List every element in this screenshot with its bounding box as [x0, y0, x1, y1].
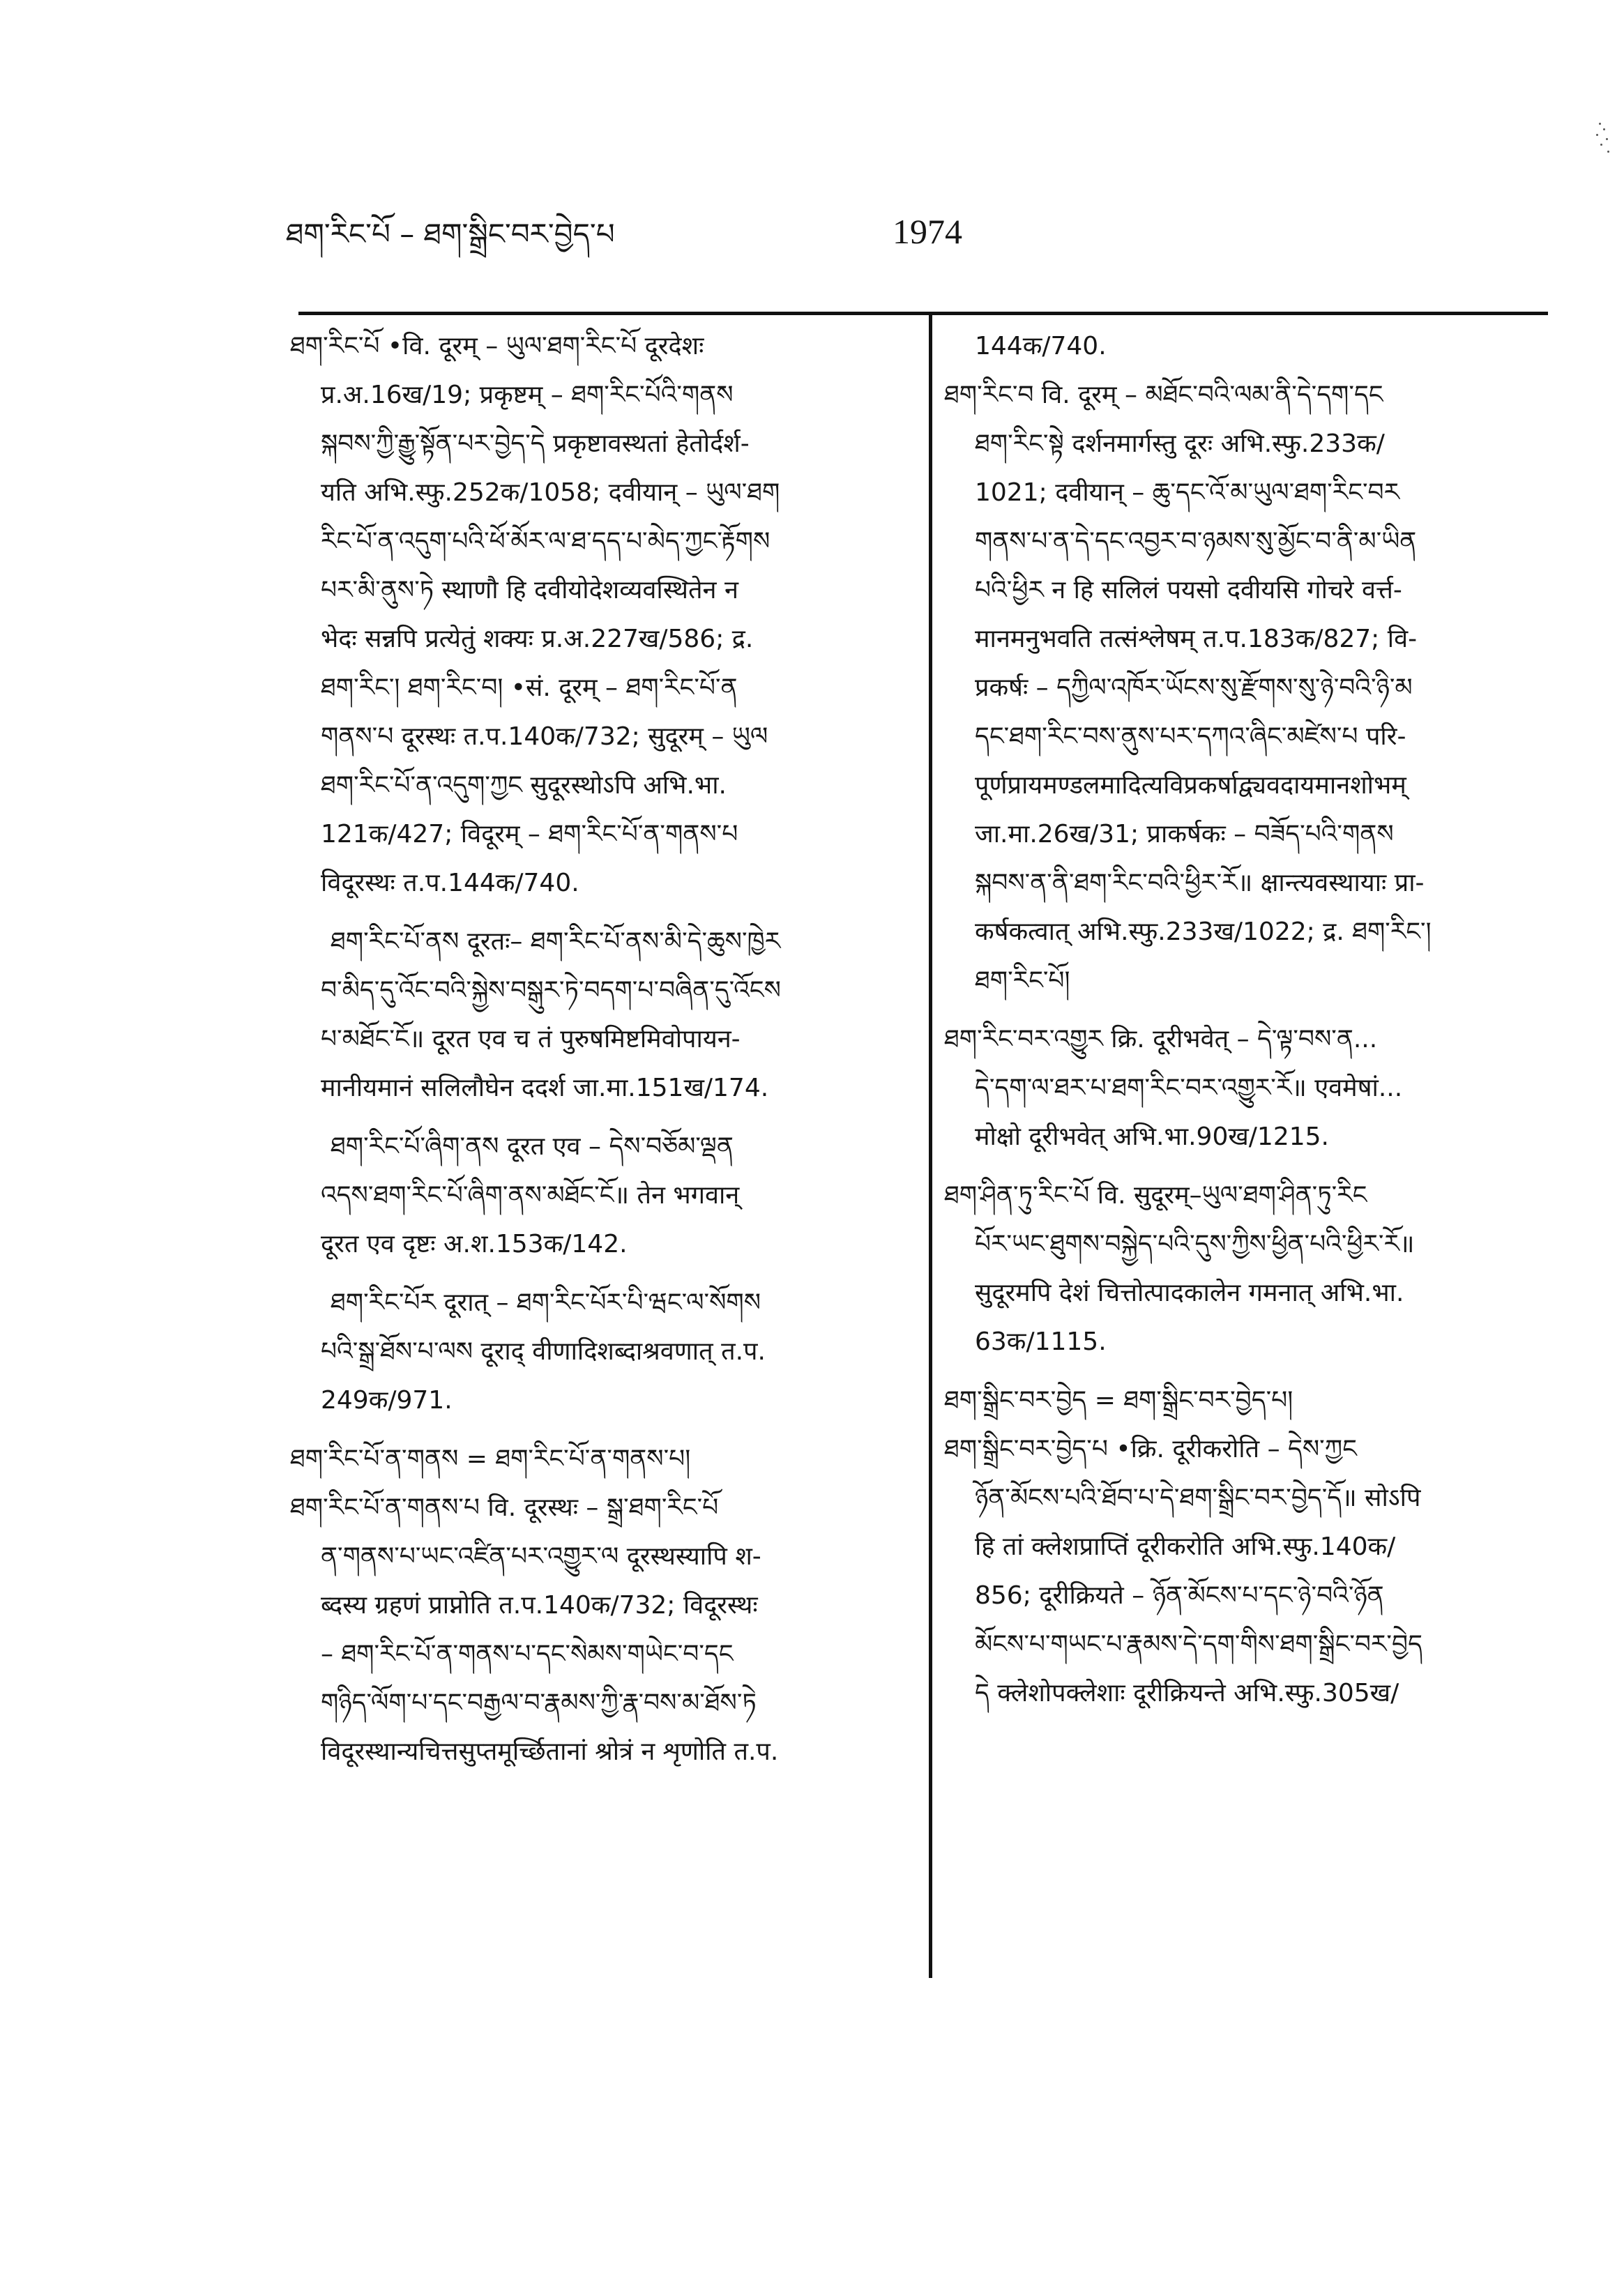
text-line: པོར་ཡང་ཐུགས་བསྐྱེད་པའི་དུས་ཀྱིས་ཕྱིན་པའི་ཕྱིར་རོ॥ — [975, 1230, 1415, 1258]
text-line: ཐག་རིང་པོ་ཞིག་ནས दूरत एव – དེས་བཅོམ་ལྡན — [331, 1132, 734, 1161]
left-column — [290, 322, 904, 1776]
right-column — [944, 322, 1555, 1718]
text-line: རིང་པོ་ན་འདུག་པའི་ཕོ་མོར་ལ་ཐ་དད་པ་མེད་ཀྱང་རྟོགས — [321, 527, 771, 556]
text-line: པའི་སྒྲ་ཐོས་པ་ལས दूराद् वीणादिशब्दाश्रवणात् त.प. — [321, 1337, 766, 1366]
text-line: ཐག་རིང་པོ་ནས दूरतः– ཐག་རིང་པོ་ནས་མི་དེ་ཆུས་ཁྱེར — [331, 927, 781, 956]
scan-specks — [1592, 120, 1613, 162]
text-line: གནས་པ་ན་དེ་དང་འབྱར་བ་ཉམས་སུ་མྱོང་བ་ནི་མ་ཡིན — [975, 527, 1417, 556]
text-line: – ཐག་རིང་པོ་ན་གནས་པ་དང་སེམས་གཡེང་བ་དང — [321, 1640, 734, 1668]
header-rule — [298, 312, 1548, 315]
text-line: ཐག་རིང་སྟེ दर्शनमार्गस्तु दूरः अभि.स्फु.233क/ — [975, 429, 1385, 458]
column-divider — [929, 312, 932, 1978]
text-line: विदूरस्थान्यचित्तसुप्तमूर्च्छितानां श्रोत्रं न शृणोति त.प. — [321, 1737, 779, 1766]
text-line: यति अभि.स्फु.252क/1058; दवीयान् – ཡུལ་ཐག — [321, 478, 780, 507]
text-line: མོངས་པ་གཡང་པ་རྣམས་དེ་དག་གིས་ཐག་སྒྲིང་བར་བྱེད — [975, 1630, 1422, 1659]
text-line: འདས་ཐག་རིང་པོ་ཞིག་ནས་མཐོང་ངོ॥ तेन भगवान् — [321, 1181, 740, 1210]
text-line: भेदः सन्नपि प्रत्येतुं शक्यः प्र.अ.227ख/586; द्र. — [321, 625, 754, 653]
text-line: ཐག་རིང་བར་འགྱུར क्रि. दूरीभवेत् – དེ་ལྟ་བས་ན... — [944, 1025, 1378, 1053]
text-line: ཐག་སྒྲིང་བར་བྱེད་པ •क्रि. दूरीकरोति – དེས་ཀྱང — [944, 1435, 1357, 1463]
text-line: ན་གནས་པ་ཡང་འཛིན་པར་འགྱུར་ལ दूरस्थस्यापि श- — [321, 1542, 761, 1571]
text-line: ཐག་རིང་བ वि. दूरम् – མཐོང་བའི་ལམ་ནི་དེ་དག་དང — [944, 381, 1383, 409]
text-line: 121क/427; विदूरम् – ཐག་རིང་པོ་ན་གནས་པ — [321, 820, 738, 849]
text-line: ཉོན་མོངས་པའི་ཐོབ་པ་དེ་ཐག་སྒྲིང་བར་བྱེད་དོ॥ सोऽपि — [975, 1484, 1421, 1512]
text-line: ཐག་རིང་པོ •वि. दूरम् – ཡུལ་ཐག་རིང་པོ दूरदेशः — [290, 332, 704, 360]
text-line: ཐག་རིང་པོ། — [975, 966, 1070, 995]
text-line: ब्दस्य ग्रहणं प्राप्नोति त.प.140क/732; विदूरस्थः — [321, 1591, 758, 1620]
text-line: གཉིད་ལོག་པ་དང་བརྒྱལ་བ་རྣམས་ཀྱི་རྣ་བས་མ་ཐོས་ཏེ — [321, 1689, 757, 1717]
text-line: བ་མིད་དུ་འོང་བའི་སྐྱེས་བསྒུར་ཏེ་བདག་པ་བཞིན་དུ་འོངས — [321, 976, 781, 1005]
text-line: मानीयमानं सलिलौघेन ददर्श जा.मा.151ख/174. — [321, 1074, 769, 1102]
text-line: ཐག་རིང་པོ་ན་གནས = ཐག་རིང་པོ་ན་གནས་པ། — [290, 1445, 691, 1473]
text-line: प्रकर्षः – དཀྱིལ་འཁོར་ཡོངས་སུ་རྫོགས་སུ་ཉེ་བའི་ཉི་མ — [975, 674, 1413, 702]
text-line: སྐབས་ན་ནི་ཐག་རིང་བའི་ཕྱིར་རོ॥ क्षान्त्यवस्थायाः प्रा- — [975, 869, 1425, 897]
text-line: 1021; दवीयान् – ཆུ་དང་འོ་མ་ཡུལ་ཐག་རིང་བར — [975, 478, 1400, 507]
text-line: ཐག་རིང་། ཐག་རིང་བ། •सं. दूरम् – ཐག་རིང་པོ་ན — [321, 674, 738, 702]
text-line: དེ क्लेशोपक्लेशाः दूरीक्रियन्ते अभि.स्फु.305ख/ — [975, 1679, 1399, 1707]
text-line: ཐག་ཤིན་ཏུ་རིང་པོ वि. सुदूरम्–ཡུལ་ཐག་ཤིན་ཏུ་རིང — [944, 1181, 1367, 1210]
text-line: པ་མཐོང་ངོ॥ दूरत एव च तं पुरुषमिष्टमिवोपायन- — [321, 1025, 741, 1053]
text-line: 63क/1115. — [975, 1327, 1107, 1356]
text-line: प्र.अ.16ख/19; प्रकृष्टम् – ཐག་རིང་པོའི་གནས — [321, 381, 734, 409]
text-line: ཐག་རིང་པོ་ན་གནས་པ वि. दूरस्थः – སྒྲ་ཐག་རིང་པོ — [290, 1493, 719, 1522]
text-line: དེ་དག་ལ་ཐར་པ་ཐག་རིང་བར་འགྱུར་རོ॥ एवमेषां... — [975, 1074, 1403, 1102]
text-line: विदूरस्थः त.प.144क/740. — [321, 869, 579, 897]
text-line: सुदूरमपि देशं चित्तोत्पादकालेन गमनात् अभि.भा. — [975, 1279, 1404, 1307]
text-line: ཐག་རིང་པོར दूरात् – ཐག་རིང་པོར་པི་ཝང་ལ་སོགས — [331, 1288, 761, 1317]
text-line: པའི་ཕྱིར न हि सलिलं पयसो दवीयसि गोचरे वर्त्त- — [975, 576, 1402, 604]
text-line: मोक्षो दूरीभवेत् अभि.भा.90ख/1215. — [975, 1123, 1329, 1151]
text-line: ཐག་རིང་པོ་ན་འདུག་ཀྱང सुदूरस्थोऽपि अभि.भा. — [321, 771, 727, 800]
text-line: पूर्णप्रायमण्डलमादित्यविप्रकर्षाद्व्यवदायमानशोभम् — [975, 771, 1406, 800]
text-line: 249क/971. — [321, 1386, 453, 1415]
text-line: दूरत एव दृष्टः अ.श.153क/142. — [321, 1230, 628, 1258]
text-line: དང་ཐག་རིང་བས་ནུས་པར་དཀའ་ཞིང་མཛེས་པ परि- — [975, 722, 1406, 751]
text-line: 856; दूरीक्रियते – ཉོན་མོངས་པ་དང་ཉེ་བའི་ཉོན — [975, 1581, 1384, 1610]
running-title: ཐག་རིང་པོ – ཐག་སྒྲིང་བར་བྱེད་པ — [286, 217, 615, 251]
text-line: 144क/740. — [975, 332, 1107, 360]
text-line: हि तां क्लेशप्राप्तिं दूरीकरोति अभि.स्फु.140क/ — [975, 1532, 1396, 1561]
text-line: གནས་པ दूरस्थः त.प.140क/732; सुदूरम् – ཡུལ — [321, 722, 768, 751]
text-line: जा.मा.26ख/31; प्राकर्षकः – བཟོད་པའི་གནས — [975, 820, 1394, 849]
text-line: कर्षकत्वात् अभि.स्फु.233ख/1022; द्र. ཐག་རིང་། — [975, 918, 1432, 946]
text-line: སྐབས་ཀྱི་རྒྱུ་སྟོན་པར་བྱེད་དེ प्रकृष्टावस्थतां हेतोर्दर्श- — [321, 429, 750, 458]
text-line: པར་མི་ནུས་ཏེ स्थाणौ हि दवीयोदेशव्यवस्थितेन न — [321, 576, 738, 604]
text-line: ཐག་སྒྲིང་བར་བྱེད = ཐག་སྒྲིང་བར་བྱེད་པ། — [944, 1386, 1293, 1415]
page-number: 1974 — [893, 212, 962, 251]
text-line: मानमनुभवति तत्संश्लेषम् त.प.183क/827; वि- — [975, 625, 1418, 653]
